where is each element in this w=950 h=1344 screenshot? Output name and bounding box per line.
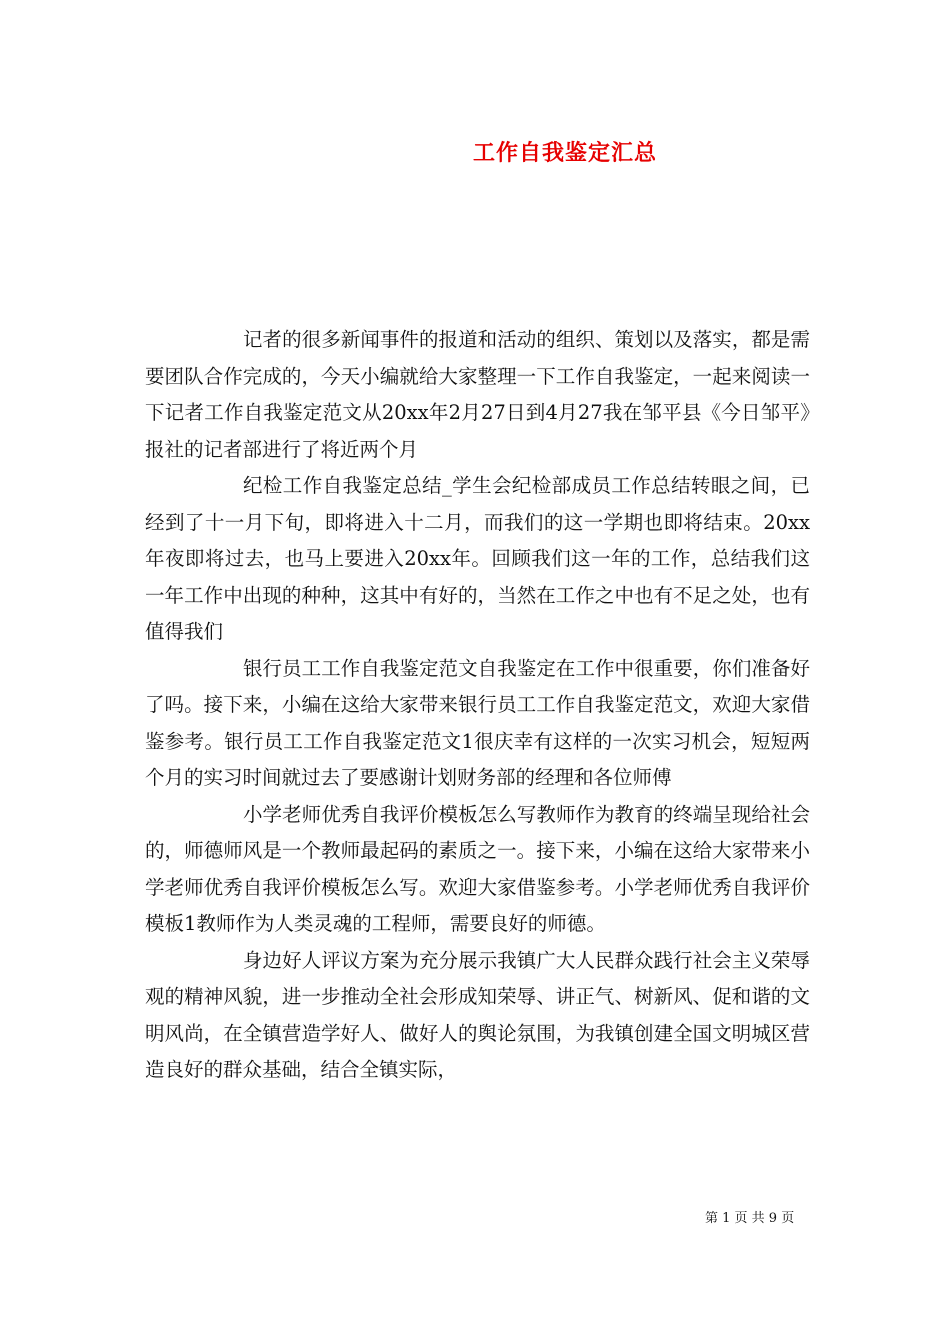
document-title-text: 工作自我鉴定汇总 (472, 140, 657, 166)
paragraph-3: 银行员工工作自我鉴定范文自我鉴定在工作中很重要，你们准备好了吗。接下来，小编在这给大家带来银行员工工作自我鉴定范文，欢迎大家借鉴参考。银行员工工作自我鉴定范文1很庆幸有这样的一次实习机会，短短两个月的实习时间就过去了要感谢计划财务部的经理和各位师傅 (145, 656, 810, 789)
document-title (0, 136, 950, 167)
document-body (145, 322, 810, 1089)
page-number-footer: 第 1 页 共 9 页 (705, 1211, 795, 1226)
paragraph-2: 纪检工作自我鉴定总结_学生会纪检部成员工作总结转眼之间，已经到了十一月下旬，即将进入十二月，而我们的这一学期也即将结束。20xx年夜即将过去，也马上要进入20xx年。回顾我们这一年的工作，总结我们这一年工作中出现的种种，这其中有好的，当然在工作之中也有不足之处，也有值得我们 (145, 474, 810, 643)
paragraph-5: 身边好人评议方案为充分展示我镇广大人民群众践行社会主义荣辱观的精神风貌，进一步推动全社会形成知荣辱、讲正气、树新风、促和谐的文明风尚，在全镇营造学好人、做好人的舆论氛围，为我镇创建全国文明城区营造良好的群众基础，结合全镇实际， (145, 948, 810, 1081)
paragraph-1: 记者的很多新闻事件的报道和活动的组织、策划以及落实，都是需要团队合作完成的，今天小编就给大家整理一下工作自我鉴定，一起来阅读一下记者工作自我鉴定范文从20xx年2月27日到4月27我在邹平县《今日邹平》报社的记者部进行了将近两个月 (145, 328, 810, 461)
paragraph-4: 小学老师优秀自我评价模板怎么写教师作为教育的终端呈现给社会的，师德师风是一个教师最起码的素质之一。接下来，小编在这给大家带来小学老师优秀自我评价模板怎么写。欢迎大家借鉴参考。小学老师优秀自我评价模板1教师作为人类灵魂的工程师，需要良好的师德。 (145, 802, 810, 935)
